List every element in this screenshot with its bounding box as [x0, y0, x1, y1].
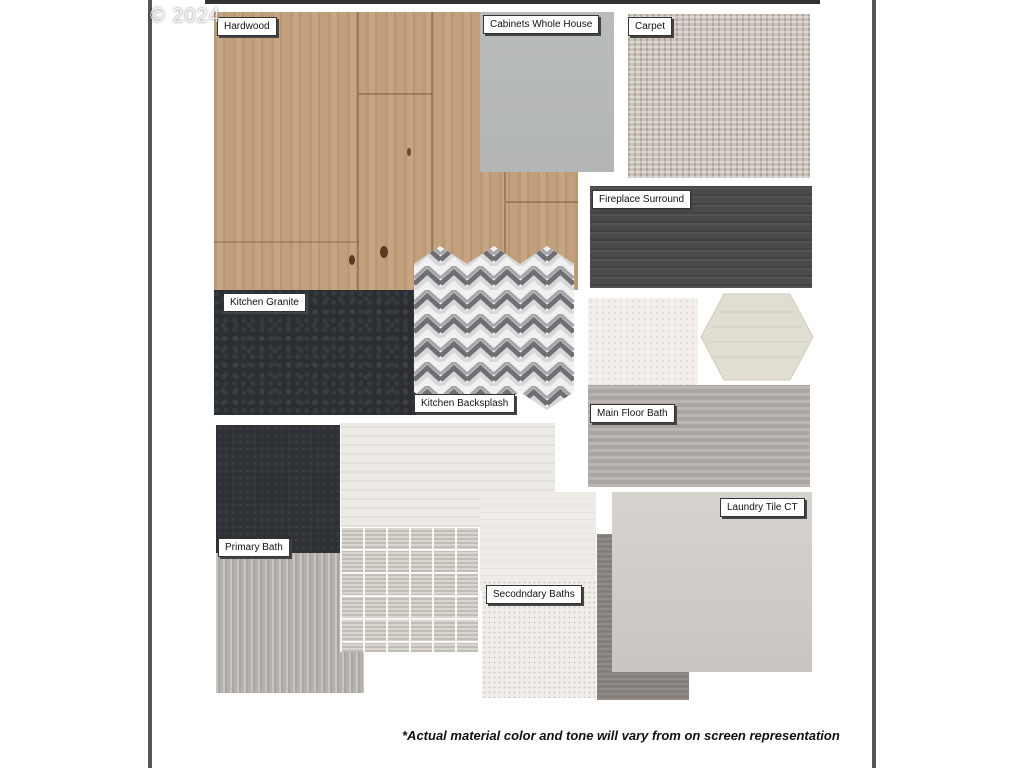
primary-bath-label: Primary Bath [218, 538, 290, 557]
kitchen-backsplash-label: Kitchen Backsplash [414, 394, 515, 413]
main-floor-bath-label: Main Floor Bath [590, 404, 675, 423]
top-rule [205, 0, 820, 4]
kitchen-granite-label: Kitchen Granite [223, 293, 306, 312]
main-bath-grey-swatch [588, 385, 810, 487]
page-frame-left [148, 0, 152, 768]
laundry-tile-label: Laundry Tile CT [720, 498, 805, 517]
secondary-baths-label: Secodndary Baths [486, 585, 582, 604]
chevron-mosaic [414, 242, 574, 412]
cabinets-label: Cabinets Whole House [483, 15, 599, 34]
disclaimer-note: *Actual material color and tone will vary from on screen representation [402, 728, 840, 743]
main-bath-hex-swatch [700, 292, 814, 382]
carpet-swatch [628, 14, 810, 178]
basketweave-grid [340, 528, 478, 652]
carpet-label: Carpet [628, 17, 672, 36]
secondary-bath-tile-swatch [480, 492, 596, 590]
cabinets-swatch [480, 12, 614, 172]
hardwood-label: Hardwood [217, 17, 277, 36]
copyright-watermark: © 2024 [150, 5, 221, 27]
page-frame-right [872, 0, 876, 768]
laundry-tile-swatch [612, 492, 812, 672]
kitchen-backsplash-swatch [414, 242, 574, 412]
primary-bath-dark-swatch [216, 425, 340, 553]
hex-tile [700, 292, 814, 382]
primary-bath-basketweave-swatch [340, 528, 478, 652]
fireplace-label: Fireplace Surround [592, 190, 691, 209]
